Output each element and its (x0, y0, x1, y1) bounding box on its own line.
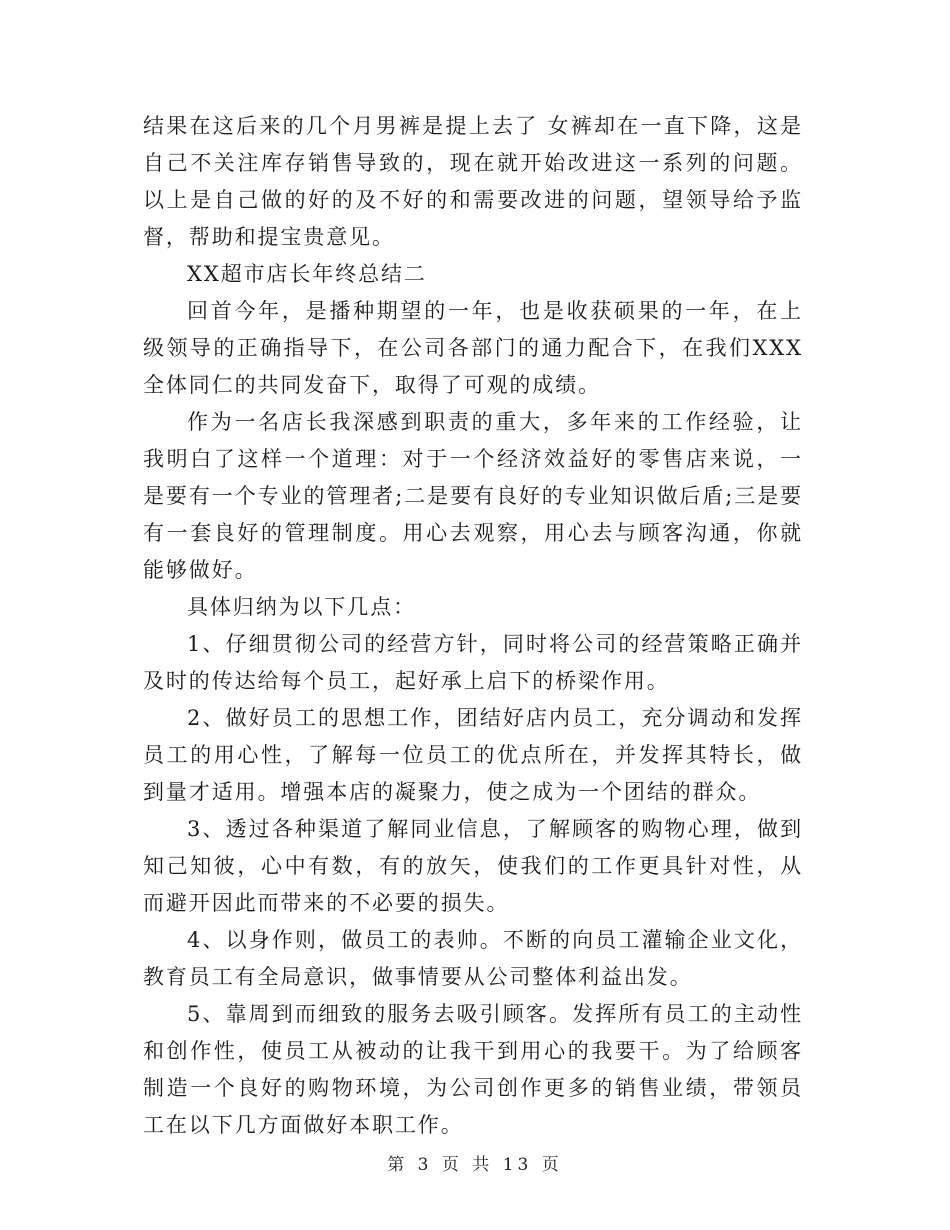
document-body (143, 108, 803, 1144)
list-item-4: 4、以身作则，做员工的表帅。不断的向员工灌输企业文化，教育员工有全局意识，做事情要从公司整体利益出发。 (143, 928, 803, 989)
paragraph-5: 具体归纳为以下几点： (187, 595, 416, 619)
list-item-3: 3、透过各种渠道了解同业信息，了解顾客的购物心理，做到知己知彼，心中有数，有的放矢，使我们的工作更具针对性，从而避开因此而带来的不必要的损失。 (143, 817, 803, 915)
section-heading: XX超市店长年终总结二 (187, 262, 427, 286)
list-item-2: 2、做好员工的思想工作，团结好店内员工，充分调动和发挥员工的用心性，了解每一位员工的优点所在，并发挥其特长，做到量才适用。增强本店的凝聚力，使之成为一个团结的群众。 (143, 706, 803, 804)
list-item-5: 5、靠周到而细致的服务去吸引顾客。发挥所有员工的主动性和创作性，使员工从被动的让我干到用心的我要干。为了给顾客制造一个良好的购物环境，为公司创作更多的销售业绩，带领员工在以下几方面做好本职工作。 (143, 1002, 803, 1137)
page-number-footer: 第 3 页 共 13 页 (387, 1155, 563, 1175)
paragraph-3: 回首今年，是播种期望的一年，也是收获硕果的一年，在上级领导的正确指导下，在公司各部门的通力配合下，在我们XXX全体同仁的共同发奋下，取得了可观的成绩。 (143, 299, 803, 397)
list-item-1: 1、仔细贯彻公司的经营方针，同时将公司的经营策略正确并及时的传达给每个员工，起好承上启下的桥梁作用。 (143, 632, 803, 693)
paragraph-4: 作为一名店长我深感到职责的重大，多年来的工作经验，让我明白了这样一个道理：对于一个经济效益好的零售店来说，一是要有一个专业的管理者;二是要有良好的专业知识做后盾;三是要有一套良好的管理制度。用心去观察，用心去与顾客沟通，你就能够做好。 (143, 410, 803, 582)
paragraph-1: 结果在这后来的几个月男裤是提上去了 女裤却在一直下降，这是自己不关注库存销售导致的，现在就开始改进这一系列的问题。以上是自己做的好的及不好的和需要改进的问题，望领导给予监督，帮助和提宝贵意见。 (143, 114, 803, 249)
